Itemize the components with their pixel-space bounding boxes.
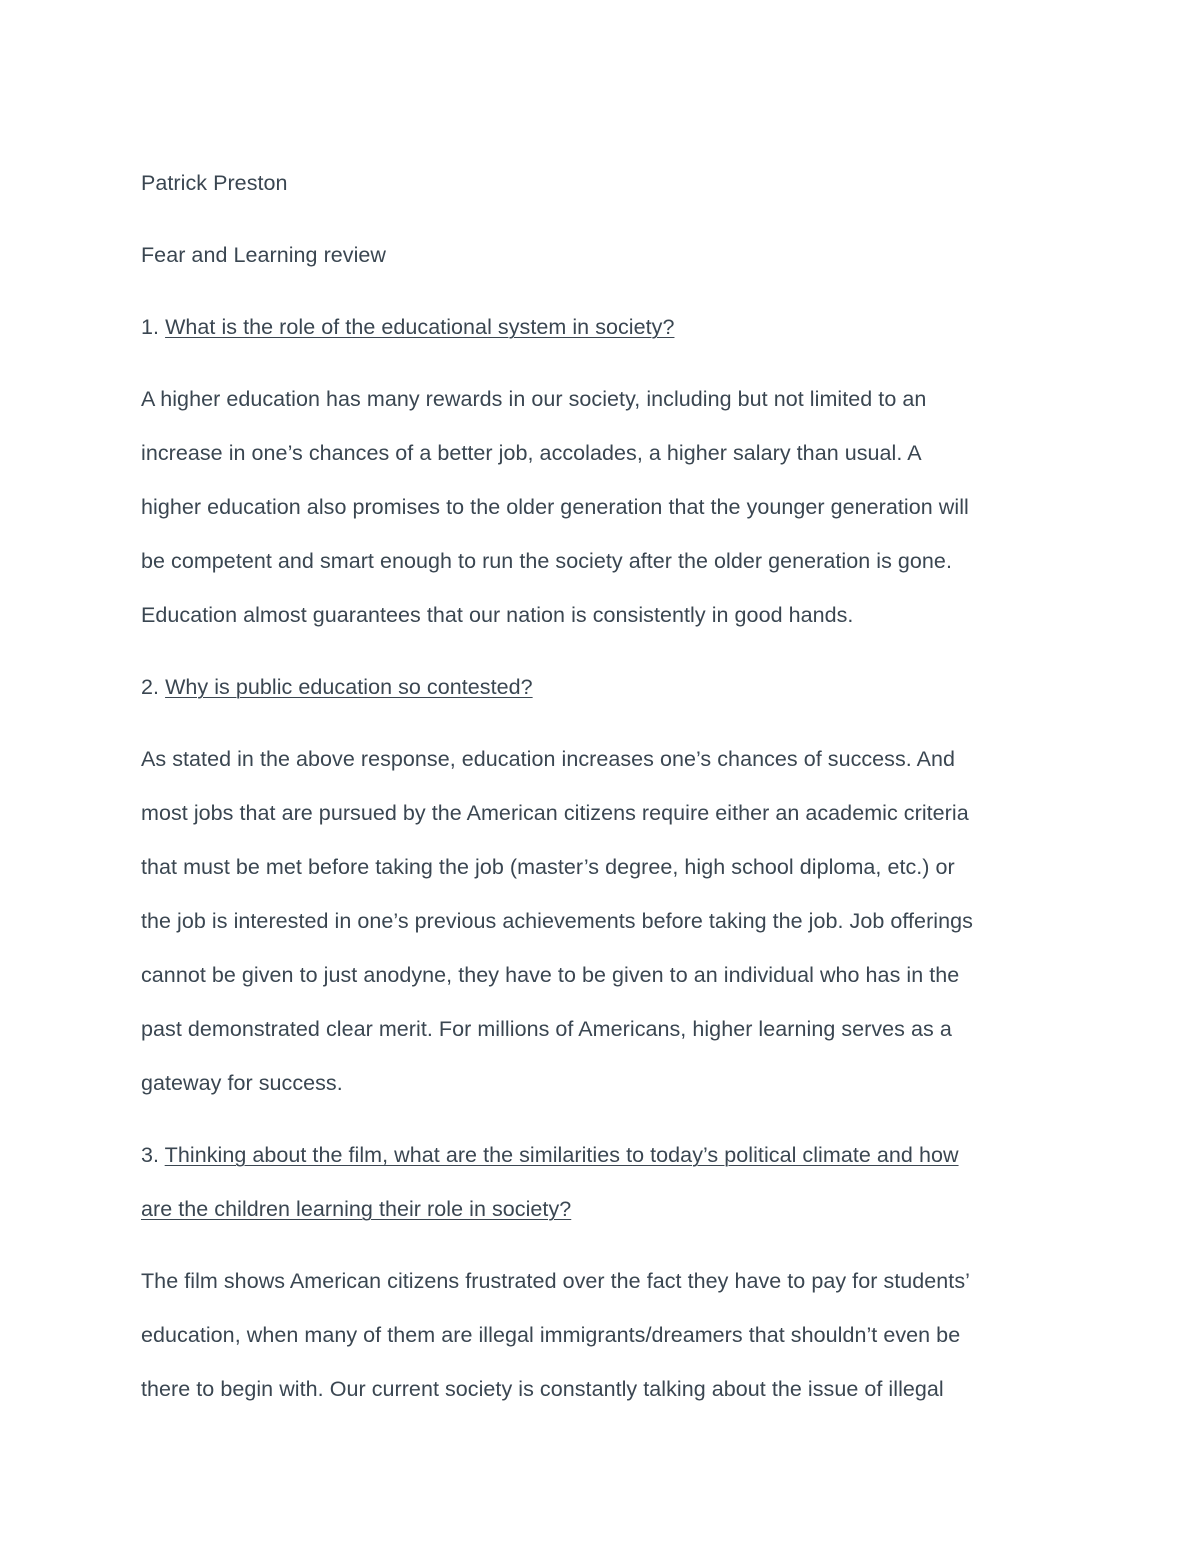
answer-2-line: gateway for success. (141, 1071, 343, 1095)
question-2-number: 2. (141, 675, 166, 699)
answer-1-line: A higher education has many rewards in our society, including but not limited to an (141, 387, 927, 411)
answer-1-line: higher education also promises to the older generation that the younger generation will (141, 495, 969, 519)
answer-2 (141, 732, 973, 1110)
question-3-line (141, 1182, 959, 1236)
answer-2-line: that must be met before taking the job (master’s degree, high school diploma, etc.) or (141, 855, 955, 879)
question-3-text: are the children learning their role in society? (141, 1197, 572, 1221)
answer-2-line: most jobs that are pursued by the American citizens require either an academic criteria (141, 801, 969, 825)
answer-1 (141, 372, 969, 642)
answer-1-line: Education almost guarantees that our nation is consistently in good hands. (141, 603, 854, 627)
question-3-number: 3. (141, 1143, 165, 1167)
answer-3 (141, 1254, 970, 1416)
answer-3-line: there to begin with. Our current society is constantly talking about the issue of illegal (141, 1377, 944, 1401)
answer-1-line: be competent and smart enough to run the society after the older generation is gone. (141, 549, 952, 573)
answer-2-line: past demonstrated clear merit. For millions of Americans, higher learning serves as a (141, 1017, 952, 1041)
document-title: Fear and Learning review (141, 243, 387, 267)
question-3-line (141, 1128, 959, 1182)
question-1 (141, 300, 674, 354)
question-1-number: 1. (141, 315, 166, 339)
question-2-text: Why is public education so contested? (165, 675, 533, 699)
answer-3-line: The film shows American citizens frustrated over the fact they have to pay for students’ (141, 1269, 970, 1293)
answer-2-line: cannot be given to just anodyne, they have to be given to an individual who has in the (141, 963, 960, 987)
question-1-text: What is the role of the educational system in society? (165, 315, 675, 339)
answer-2-line: As stated in the above response, education increases one’s chances of success. And (141, 747, 956, 771)
question-3-text: Thinking about the film, what are the similarities to today’s political climate and how (164, 1143, 959, 1167)
question-2 (141, 660, 533, 714)
answer-2-line: the job is interested in one’s previous achievements before taking the job. Job offerings (141, 909, 973, 933)
answer-1-line: increase in one’s chances of a better job, accolades, a higher salary than usual. A (141, 441, 922, 465)
answer-3-line: education, when many of them are illegal immigrants/dreamers that shouldn’t even be (141, 1323, 961, 1347)
author-name: Patrick Preston (141, 171, 288, 195)
question-3 (141, 1128, 959, 1236)
